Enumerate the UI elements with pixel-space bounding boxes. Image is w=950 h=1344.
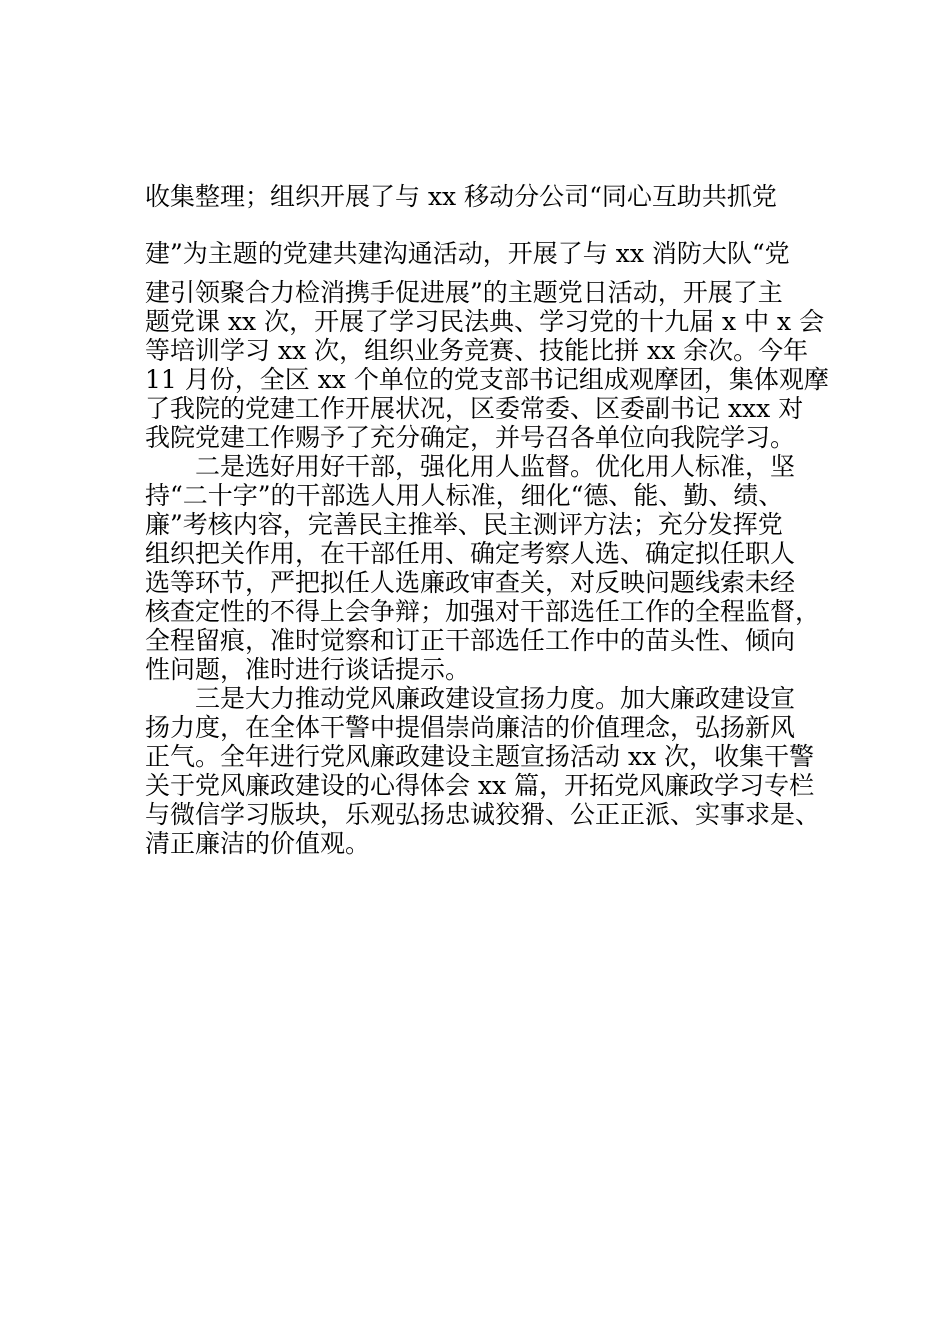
text-line: 收集整理；组织开展了与 xx 移动分公司“同心互助共抓党: [145, 182, 777, 211]
text-line: 性问题，准时进行谈话提示。: [145, 655, 471, 684]
text-line: 关于党风廉政建设的心得体会 xx 篇，开拓党风廉政学习专栏: [145, 771, 815, 800]
text-line: 建引领聚合力检消携手促进展”的主题党日活动，开展了主: [145, 278, 783, 307]
text-line: 建”为主题的党建共建沟通活动，开展了与 xx 消防大队“党: [145, 239, 790, 268]
text-line: 题党课 xx 次，开展了学习民法典、学习党的十九届 x 中 x 会: [145, 307, 825, 336]
text-line: 持“二十字”的干部选人用人标准，细化“德、能、勤、绩、: [145, 481, 784, 510]
text-line: 廉”考核内容，完善民主推举、民主测评方法；充分发挥党: [145, 510, 783, 539]
paragraph-start-line: 三是大力推动党风廉政建设宣扬力度。加大廉政建设宣: [195, 684, 796, 713]
body-text: [145, 182, 835, 858]
text-line: 我院党建工作赐予了充分确定，并号召各单位向我院学习。: [145, 423, 796, 452]
text-line: 核查定性的不得上会争辩；加强对干部选任工作的全程监督，: [145, 597, 821, 626]
text-line: 正气。全年进行党风廉政建设主题宣扬活动 xx 次，收集干警: [145, 742, 815, 771]
text-line: 与微信学习版块，乐观弘扬忠诚狡猾、公正正派、实事求是、: [145, 800, 821, 829]
text-line: 等培训学习 xx 次，组织业务竞赛、技能比拼 xx 余次。今年: [145, 336, 809, 365]
text-line: 清正廉洁的价值观。: [145, 829, 371, 858]
paragraph-start-line: 二是选好用好干部，强化用人监督。优化用人标准，坚: [195, 452, 796, 481]
text-line: 全程留痕，准时觉察和订正干部选任工作中的苗头性、倾向: [145, 626, 796, 655]
text-line: 了我院的党建工作开展状况，区委常委、区委副书记 xxx 对: [145, 394, 804, 423]
text-line: 选等环节，严把拟任人选廉政审查关，对反映问题线索未经: [145, 568, 796, 597]
text-line: 组织把关作用，在干部任用、确定考察人选、确定拟任职人: [145, 539, 796, 568]
text-line: 11 月份，全区 xx 个单位的党支部书记组成观摩团，集体观摩: [145, 365, 829, 394]
text-line: 扬力度，在全体干警中提倡崇尚廉洁的价值理念，弘扬新风: [145, 713, 796, 742]
